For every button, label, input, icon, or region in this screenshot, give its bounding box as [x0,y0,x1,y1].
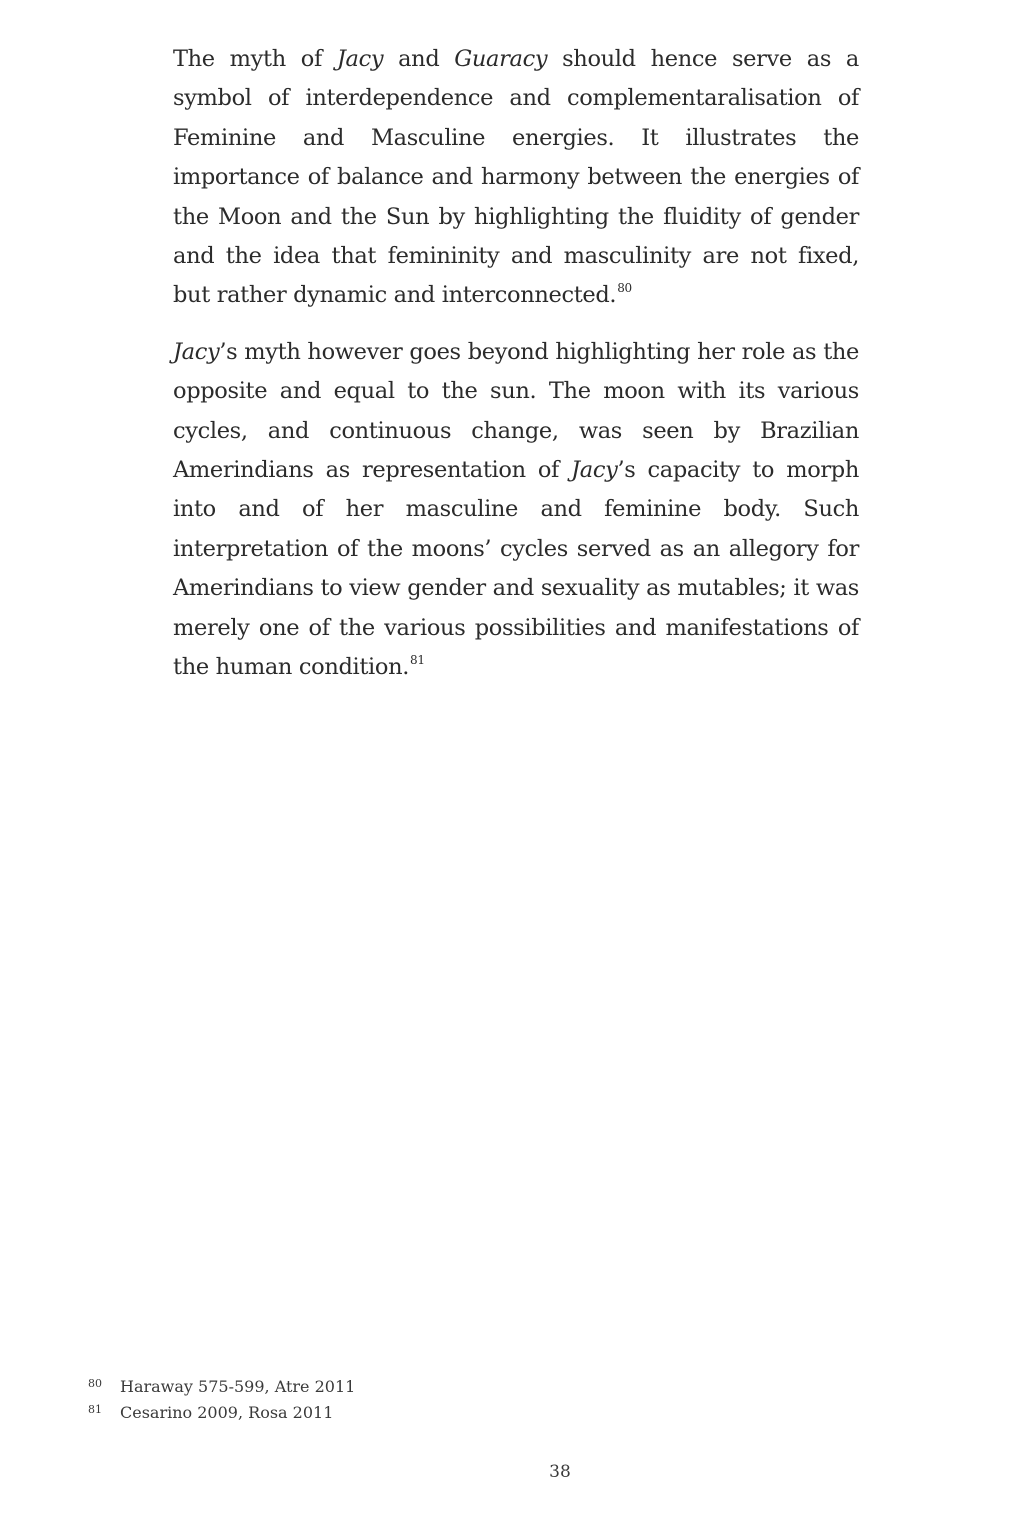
footnote-reference[interactable]: 81 [410,652,425,667]
italic-term: Guaracy [454,46,548,72]
footnote-number: 81 [88,1403,102,1416]
footnote-text: Haraway 575-599, Atre 2011 [120,1377,356,1396]
italic-term: Jacy [571,457,618,484]
paragraph-2 [173,333,859,688]
body-text [173,40,859,705]
italic-term: Jacy [173,338,220,365]
paragraph-1 [173,40,859,316]
page-number: 38 [549,1462,571,1482]
text-run: The myth of [173,46,337,72]
text-run: ’s capacity to morph into and of her masculine and feminine body. Such interpretation of the moons’ cycles served as an allegory for Amerindians to view gender and sexuality as mutables; it was merely one of the various possibilities and manifestations of the human condition. [173,457,859,681]
footnote-reference[interactable]: 80 [617,280,632,295]
text-run: should hence serve as a symbol of interdependence and complementaralisation of Feminine and Masculine energies. It illustrates the importance of balance and harmony between the energies of the Moon and the Sun by highlighting the fluidity of gender and the idea that femininity and masculinity are not fixed, but rather dynamic and interconnected. [173,46,859,309]
footnote-81 [88,1401,848,1427]
footnote-80 [88,1375,848,1401]
text-run: ’s myth however goes beyond highlighting her role as the opposite and equal to the sun. The moon with its various cycles, and continuous change, was seen by Brazilian Amerindians as representation of [173,338,859,484]
footnotes [88,1375,848,1427]
italic-term: Jacy [336,46,384,72]
text-run: and [383,46,455,72]
footnote-number: 80 [88,1377,102,1390]
footnote-text: Cesarino 2009, Rosa 2011 [120,1403,334,1422]
